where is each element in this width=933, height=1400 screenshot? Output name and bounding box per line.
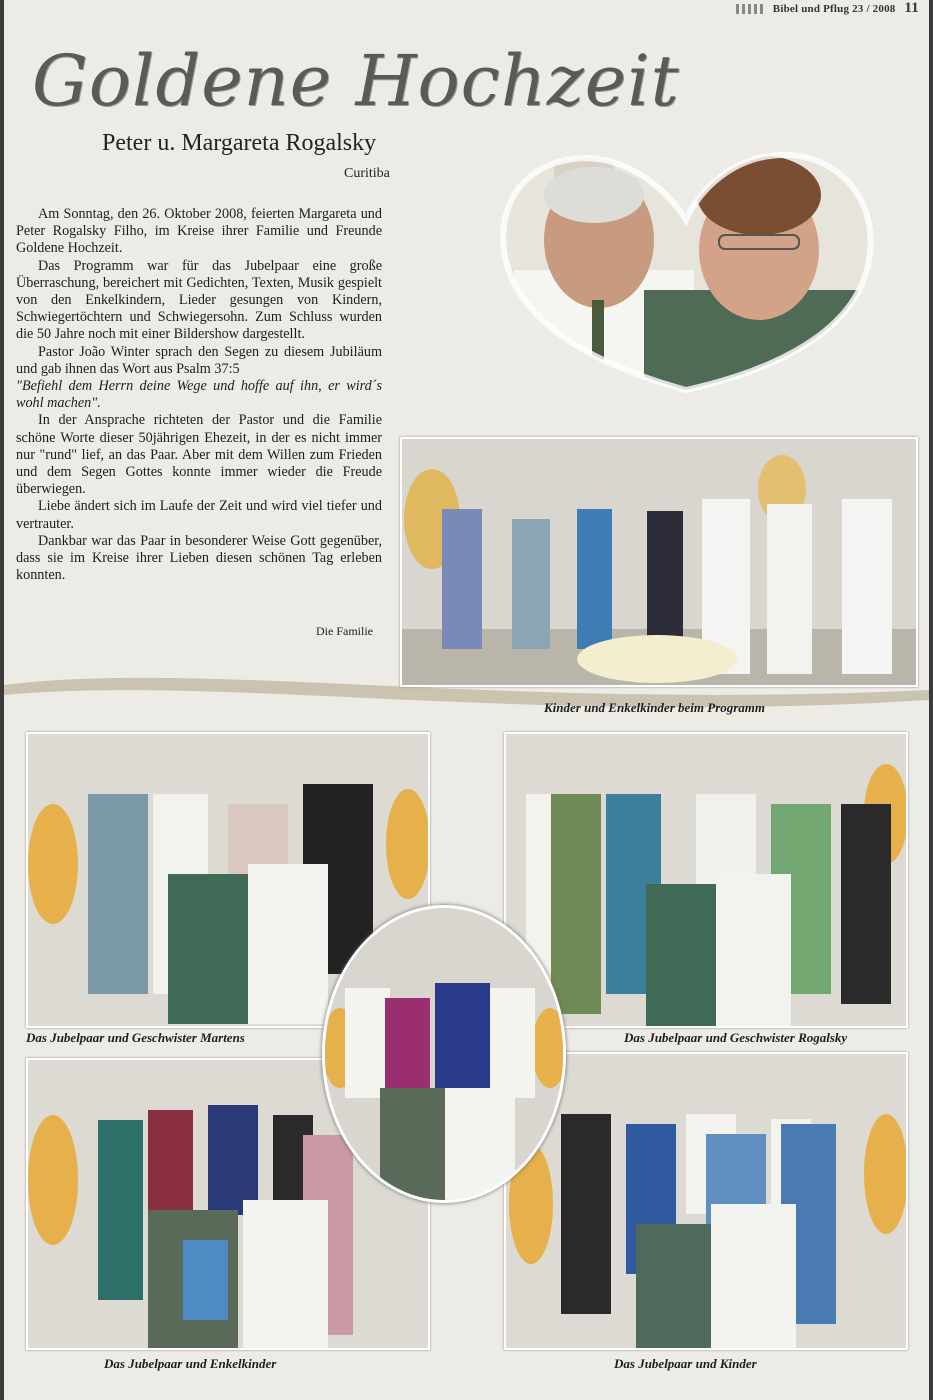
caption-rogalsky: Das Jubelpaar und Geschwister Rogalsky [624,1030,848,1045]
paragraph: Das Programm war für das Jubelpaar eine große Überraschung, bereichert mit Gedichten, Texten, Musik gespielt von den Enkelkindern, Lieder gesungen von Kindern, Schwiegertöchtern und Schwiegersohn. Zum Schluss wurden die 50 Jahre noch mit einer Bildershow dargestellt. [16,257,382,343]
caption-grandchildren: Das Jubelpaar und Enkelkinder [104,1356,277,1371]
caption-children: Das Jubelpaar und Kinder [614,1356,757,1371]
paragraph: In der Ansprache richteten der Pastor und die Familie schöne Worte dieser 50jährigen Ehezeit, in der es nicht immer nur "rund" lief, an das Paar. Aber mit dem Willen zum Frieden und dem Segen Gottes konnte immer wieder die Freude überwiegen. [16,412,382,498]
page-header [736,0,919,14]
article-body [16,206,382,584]
magazine-page [4,0,929,1400]
header-bars [736,4,764,14]
page-number: 11 [904,0,919,16]
photo-program [400,437,918,687]
article-title: Goldene Hochzeit [32,40,680,122]
couple-portrait [494,140,879,410]
article-location: Curitiba [344,166,390,181]
psalm-quote: "Befiehl dem Herrn deine Wege und hoffe auf ihn, er wird´s wohl machen". [16,378,382,412]
paragraph: Dankbar war das Paar in besonderer Weise Gott gegenüber, dass sie im Kreise ihrer Lieben diesen schönen Tag erleben konnten. [16,532,382,584]
article-signature: Die Familie [316,624,373,638]
caption-program: Kinder und Enkelkinder beim Programm [544,700,766,715]
paragraph: Liebe ändert sich im Laufe der Zeit und wird viel tiefer und vertrauter. [16,498,382,532]
article-subtitle: Peter u. Margareta Rogalsky [102,130,377,156]
paragraph: Am Sonntag, den 26. Oktober 2008, feierten Margareta und Peter Rogalsky Filho, im Kreise ihrer Familie und Freunde Goldene Hochzeit. [16,206,382,257]
magazine-name: Bibel und Pflug [772,3,850,15]
photo-children [504,1052,908,1350]
caption-martens: Das Jubelpaar und Geschwister Martens [26,1030,245,1045]
photo-oval-grandchildren [322,905,566,1203]
paragraph: Pastor João Winter sprach den Segen zu diesem Jubiläum und gab ihnen das Wort aus Psalm 37:5 [16,343,382,377]
photo-rogalsky [504,732,908,1028]
issue-number: 23 / 2008 [852,3,896,15]
